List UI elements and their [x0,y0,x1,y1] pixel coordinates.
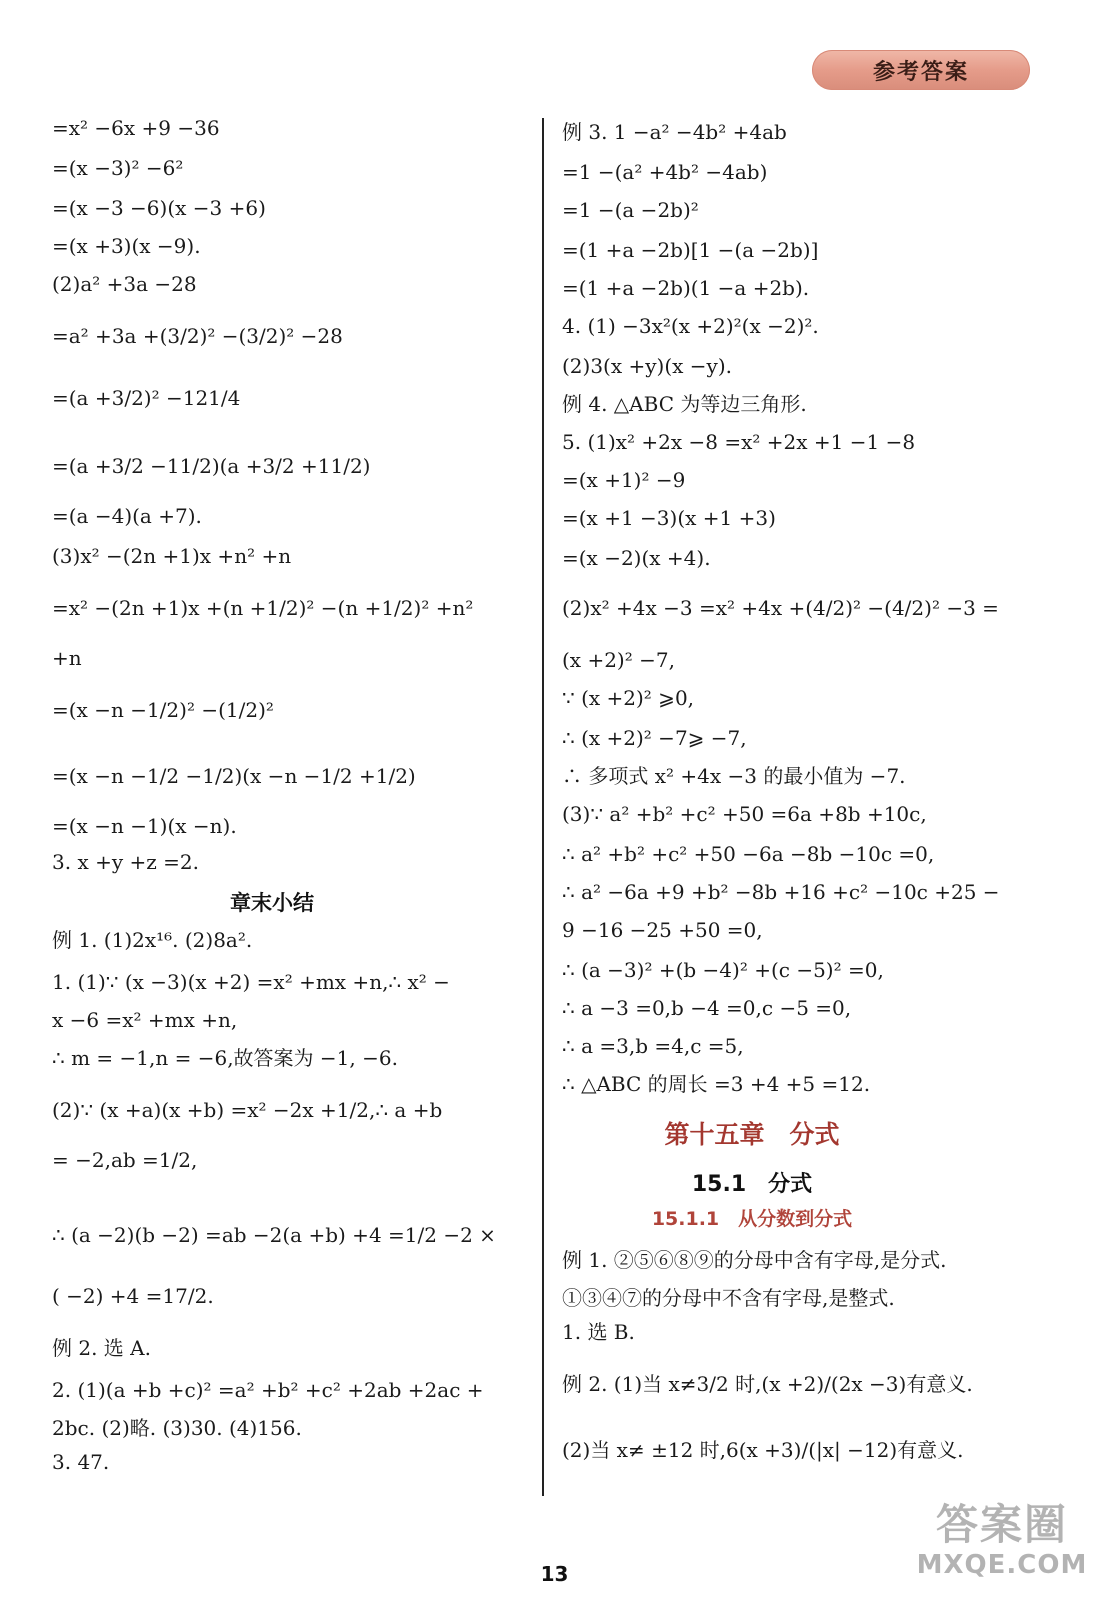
right-lines-line: 例 4. △ABC 为等边三角形. [562,392,807,416]
left-lines-line: =x² −(2n +1)x +(n +1/2)² −(n +1/2)² +n² [52,596,474,620]
right-lines2-line: 例 2. (1)当 x≠3/2 时,(x +2)/(2x −3)有意义. [562,1372,973,1396]
right-lines-line: =(1 +a −2b)(1 −a +2b). [562,276,810,300]
left-lines-line: =(x −3)² −6² [52,156,184,180]
left-lines2-line: x −6 =x² +mx +n, [52,1008,238,1032]
left-lines2-line: 1. (1)∵ (x −3)(x +2) =x² +mx +n,∴ x² − [52,970,450,994]
right-lines-line: (2)3(x +y)(x −y). [562,354,733,378]
right-lines-line: =1 −(a −2b)² [562,198,699,222]
right-lines-line: 4. (1) −3x²(x +2)²(x −2)². [562,314,819,338]
left-lines-line: =(x −n −1)(x −n). [52,814,237,838]
left-lines2-line: 例 1. (1)2x¹⁶. (2)8a². [52,928,253,952]
right-lines-line: (x +2)² −7, [562,648,675,672]
left-lines2-line: 3. 47. [52,1450,110,1474]
left-lines-line: 3. x +y +z =2. [52,850,199,874]
right-lines-line: ∴ (a −3)² +(b −4)² +(c −5)² =0, [562,958,884,982]
right-lines-line: ∴ a =3,b =4,c =5, [562,1034,744,1058]
right-lines-line: 例 3. 1 −a² −4b² +4ab [562,120,787,144]
left-lines-line: =(x +3)(x −9). [52,234,201,258]
right-lines-line: ∴ (x +2)² −7⩾ −7, [562,726,747,750]
right-lines-line: =1 −(a² +4b² −4ab) [562,160,768,184]
right-lines-line: =(x −2)(x +4). [562,546,711,570]
page-number: 13 [540,1562,569,1586]
chapter-title: 第十五章 分式 [664,1120,840,1149]
watermark-line2: MXQE.COM [916,1550,1088,1580]
section-title: 15.1 分式 [691,1172,813,1197]
left-lines-line: =(a +3/2)² −121/4 [52,386,241,410]
left-lines2-line: ∴ m = −1,n = −6,故答案为 −1, −6. [52,1046,398,1070]
left-lines2-line: ∴ (a −2)(b −2) =ab −2(a +b) +4 =1/2 −2 × [52,1223,496,1247]
right-lines-line: ∴ a −3 =0,b −4 =0,c −5 =0, [562,996,852,1020]
left-lines-line: =(x −n −1/2 −1/2)(x −n −1/2 +1/2) [52,764,416,788]
right-lines-line: =(1 +a −2b)[1 −(a −2b)] [562,238,819,262]
left-lines-line: =(a −4)(a +7). [52,504,202,528]
right-lines2-line: (2)当 x≠ ±12 时,6(x +3)/(|x| −12)有意义. [562,1438,964,1462]
right-lines-line: =(x +1 −3)(x +1 +3) [562,506,776,530]
left-lines-line: =(a +3/2 −11/2)(a +3/2 +11/2) [52,454,371,478]
right-lines2-line: 例 1. ②⑤⑥⑧⑨的分母中含有字母,是分式. [562,1248,947,1272]
left-lines2-line: (2)∵ (x +a)(x +b) =x² −2x +1/2,∴ a +b [52,1098,443,1122]
left-lines2-line: ( −2) +4 =17/2. [52,1284,214,1308]
answer-key-badge: 参考答案 [812,50,1030,90]
left-lines-line: =x² −6x +9 −36 [52,116,220,140]
right-column [562,0,1062,1520]
watermark-logo [902,1500,1102,1595]
left-lines2-line: 2bc. (2)略. (3)30. (4)156. [52,1416,302,1440]
right-lines-line: ∴ a² −6a +9 +b² −8b +16 +c² −10c +25 − [562,880,1000,904]
summary-title: 章末小结 [230,891,314,915]
right-lines-line: 9 −16 −25 +50 =0, [562,918,763,942]
right-lines-line: ∴ △ABC 的周长 =3 +4 +5 =12. [562,1072,871,1096]
left-lines2-line: = −2,ab =1/2, [52,1148,198,1172]
column-divider [542,118,544,1496]
right-lines2-line: 1. 选 B. [562,1320,635,1344]
left-lines-line: (3)x² −(2n +1)x +n² +n [52,544,292,568]
right-lines-line: (2)x² +4x −3 =x² +4x +(4/2)² −(4/2)² −3 = [562,596,999,620]
right-lines-line: ∵ (x +2)² ⩾0, [562,686,695,710]
watermark-line1: 答案圈 [935,1500,1068,1549]
left-lines-line: =(x −3 −6)(x −3 +6) [52,196,266,220]
left-lines-line: =(x −n −1/2)² −(1/2)² [52,698,274,722]
left-lines2-line: 例 2. 选 A. [52,1336,151,1360]
subsection-title: 15.1.1 从分数到分式 [651,1208,853,1230]
left-lines-line: (2)a² +3a −28 [52,272,197,296]
right-lines-line: =(x +1)² −9 [562,468,686,492]
right-lines2-line: ①③④⑦的分母中不含有字母,是整式. [562,1286,895,1310]
right-lines-line: ∴ 多项式 x² +4x −3 的最小值为 −7. [562,764,906,788]
left-lines2-line: 2. (1)(a +b +c)² =a² +b² +c² +2ab +2ac + [52,1378,484,1402]
right-lines-line: (3)∵ a² +b² +c² +50 =6a +8b +10c, [562,802,927,826]
left-column [52,0,532,1520]
left-lines-line: +n [52,646,82,670]
left-lines-line: =a² +3a +(3/2)² −(3/2)² −28 [52,324,343,348]
right-lines-line: 5. (1)x² +2x −8 =x² +2x +1 −1 −8 [562,430,916,454]
right-lines-line: ∴ a² +b² +c² +50 −6a −8b −10c =0, [562,842,935,866]
